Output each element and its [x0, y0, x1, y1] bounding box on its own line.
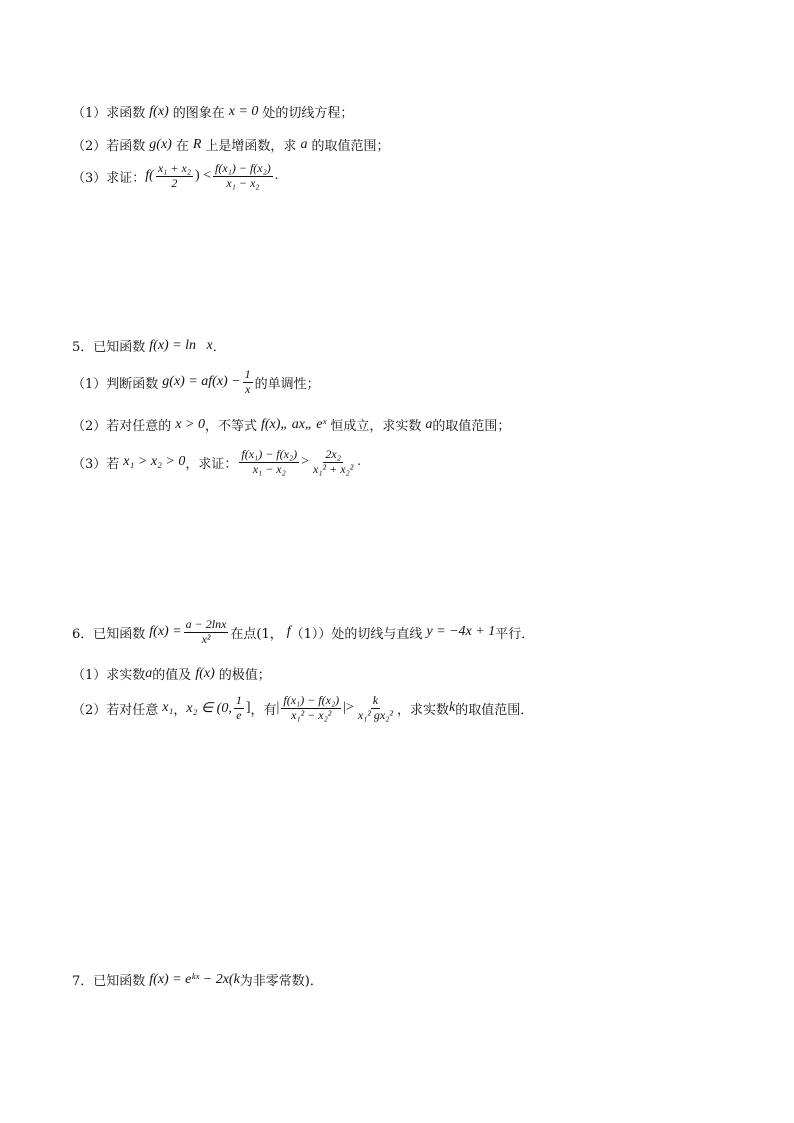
part-tag: （2）: [72, 419, 107, 434]
part-tag: （3）: [72, 170, 107, 186]
numerator: f(x₁) − f(x₂): [215, 161, 271, 175]
math: f(x): [149, 103, 169, 119]
text: 判断函数: [106, 376, 159, 392]
text: ，有: [250, 702, 277, 718]
part-tag: （1）: [72, 668, 107, 683]
denominator: x₁ − x₂: [226, 175, 260, 190]
fraction: [156, 162, 193, 191]
denominator: x₁ − x₂: [252, 461, 286, 476]
denominator: 2: [171, 175, 178, 190]
math: y = −4x + 1: [426, 624, 496, 640]
denominator: x₁² + x₂²: [313, 461, 354, 476]
text: 的取值范围．: [455, 702, 534, 718]
math: x₁: [162, 700, 174, 716]
part-tag: （3）: [72, 456, 107, 472]
math: k: [449, 700, 456, 716]
math: f(x) = ln x: [149, 337, 213, 353]
math: a: [300, 136, 308, 152]
math: f(x) =: [149, 624, 182, 640]
text: 若对任意: [106, 702, 159, 718]
question-number: 7．已知函数: [72, 974, 146, 989]
math: f(x)„ ax„ eˣ: [260, 416, 327, 432]
text: ，不等式: [204, 419, 257, 434]
text: 的极值；: [218, 668, 271, 683]
part-tag: （1）: [72, 376, 107, 392]
question-number: 6．已知函数: [72, 626, 146, 642]
denominator: x²: [201, 631, 211, 646]
text: 若: [106, 456, 120, 472]
text: ，: [173, 702, 187, 718]
text: 上是增函数，求: [205, 139, 297, 154]
fraction: [311, 448, 355, 477]
math: f: [286, 624, 291, 640]
numerator: 1: [235, 693, 242, 707]
text: 在: [175, 139, 189, 154]
math: >: [301, 454, 310, 470]
text: 的值及: [152, 668, 192, 683]
math: x = 0: [228, 103, 259, 119]
text: 求函数: [106, 106, 146, 121]
text: 的取值范围；: [311, 139, 390, 154]
math: f(: [145, 168, 154, 184]
text: 的图象在: [172, 106, 225, 121]
numerator: 2x₂: [325, 447, 341, 461]
math: |>: [343, 700, 354, 716]
text: ，求证：: [185, 456, 238, 472]
denominator: x₁² − x₂²: [291, 707, 332, 722]
math: ) <: [194, 168, 212, 184]
text: 平行．: [495, 626, 535, 642]
q4-part2: [72, 135, 389, 154]
fraction: [239, 448, 299, 477]
numerator: 1: [244, 367, 251, 381]
q4-part3: [72, 162, 278, 191]
text: ，求实数: [397, 702, 450, 718]
numerator: f(x₁) − f(x₂): [241, 447, 298, 461]
text: ．: [212, 340, 226, 355]
text: 求实数: [106, 668, 146, 683]
question-number: 5．已知函数: [72, 340, 146, 355]
text: 若对任意的: [106, 419, 172, 434]
numerator: k: [372, 693, 379, 707]
q6-heading: [72, 618, 534, 647]
q6-part1: [72, 664, 271, 683]
denominator: e: [236, 707, 242, 722]
fraction: [243, 368, 253, 397]
math: g(x): [149, 136, 172, 152]
text: 处的切线方程；: [262, 106, 354, 121]
math: f(x): [195, 665, 215, 681]
fraction: [281, 694, 341, 723]
math: |: [276, 700, 280, 716]
math: R: [192, 136, 202, 152]
text: 求证：: [106, 170, 146, 186]
q5-part1: [72, 368, 320, 397]
q5-heading: [72, 336, 226, 355]
part-tag: （1）: [72, 106, 107, 121]
denominator: x: [245, 381, 251, 396]
math: .: [357, 454, 361, 470]
numerator: f(x₁) − f(x₂): [283, 693, 340, 707]
text: 恒成立，求实数: [330, 419, 422, 434]
text: 的取值范围；: [432, 419, 511, 434]
math: f(x) = eᵏˣ − 2x(k: [149, 971, 240, 987]
text: 若函数: [106, 139, 146, 154]
math: .: [274, 168, 279, 184]
fraction: [234, 694, 244, 723]
math: x₂ ∈ (0,: [186, 700, 232, 716]
numerator: x₁ + x₂: [157, 161, 191, 175]
math: x > 0: [175, 416, 205, 432]
part-tag: （2）: [72, 139, 107, 154]
math: a: [145, 665, 153, 681]
part-tag: （2）: [72, 702, 107, 718]
text: 在点(1，: [230, 626, 283, 642]
math: g(x) = af(x) −: [162, 374, 241, 390]
denominator: x₁² gx₂²: [357, 707, 394, 722]
q5-part3: [72, 448, 361, 477]
text: 为非零常数)．: [239, 974, 323, 989]
text: 的单调性；: [254, 376, 320, 392]
text: （1））处的切线与直线: [290, 626, 423, 642]
q4-part1: [72, 102, 353, 121]
math: ]: [245, 700, 251, 716]
fraction: [356, 694, 395, 723]
q6-part2: [72, 694, 533, 723]
q5-part2: [72, 415, 510, 434]
fraction: [184, 618, 229, 647]
q7-heading: [72, 970, 323, 989]
math: a: [425, 416, 433, 432]
fraction: [213, 162, 273, 191]
numerator: a − 2lnx: [185, 617, 227, 631]
math: x₁ > x₂ > 0: [123, 454, 186, 470]
